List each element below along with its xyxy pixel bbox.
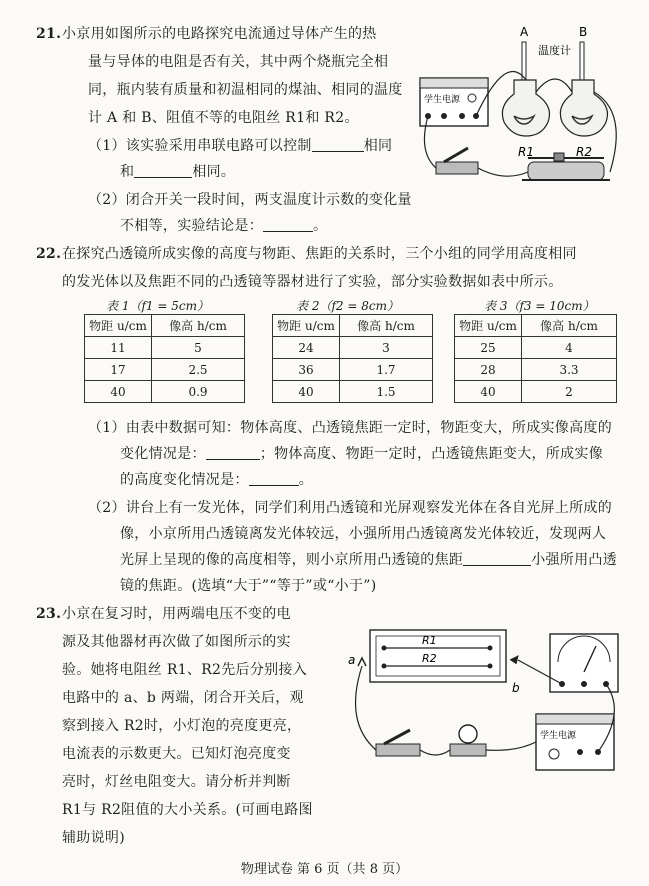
table-row: [455, 337, 617, 359]
table-cell: 1.7: [340, 359, 433, 381]
table-header-cell: 物距 u/cm: [273, 315, 340, 337]
q22-sub2-line-1: （2）讲台上有一发光体，同学们利用凸透镜和光屏观察发光体在各自光屏上所成的: [88, 500, 613, 516]
flask-2-icon: [560, 80, 607, 136]
table-header-cell: 物距 u/cm: [85, 315, 152, 337]
q22-blank-1[interactable]: [206, 445, 260, 460]
table-cell: 4: [522, 337, 617, 359]
q23-line-9: 辅助说明): [62, 830, 125, 846]
q23-power-supply-label: 学生电源: [540, 731, 577, 741]
q21-sub1-a: （1）该实验采用串联电路可以控制: [88, 138, 312, 154]
table-cell: 3.3: [522, 359, 617, 381]
q22-sub1-text-a: 变化情况是：: [120, 446, 206, 462]
terminal-a-label: a: [348, 653, 356, 667]
q23-line-7: 亮时，灯丝电阻变大。请分析并判断: [62, 774, 291, 790]
table-3-caption: 表 3（f3 = 10cm）: [484, 299, 595, 313]
q21-sub1-b: 相同: [363, 138, 393, 154]
q22-sub2-text-b: 小强所用凸透: [531, 552, 618, 568]
q21-sub1: [88, 136, 392, 156]
table-header-cell: 像高 h/cm: [152, 315, 245, 337]
power-supply-label: 学生电源: [424, 95, 461, 105]
bulb-icon: [459, 725, 477, 743]
q22-sub2-line-3: [120, 550, 617, 570]
table-cell: 40: [273, 381, 340, 403]
q21-sub1-c: 和: [120, 164, 135, 180]
table-cell: 3: [340, 337, 433, 359]
terminal-b-label: b: [512, 681, 520, 695]
q22-line-1: 在探究凸透镜所成实像的高度与物距、焦距的关系时，三个小组的同学用高度相同: [62, 246, 577, 262]
table-cell: 28: [455, 359, 522, 381]
q22-sub2-text-a: 光屏上呈现的像的高度相等，则小京所用凸透镜的焦距: [120, 552, 464, 568]
table-header-row: [455, 315, 617, 337]
q23-line-3: 验。她将电阻丝 R1、R2先后分别接入: [62, 662, 308, 678]
q22-sub2-line-2: 像，小京所用凸透镜离发光体较远，小强所用凸透镜离发光体较近，发现两人: [120, 526, 607, 542]
q23-line-6: 电流表的示数更大。已知灯泡亮度变: [62, 746, 291, 762]
q22-blank-2[interactable]: [249, 471, 299, 486]
q21-sub2-c: 。: [313, 218, 328, 234]
thermometer-label-a: A: [520, 25, 529, 39]
q22-sub1-text-d: 。: [298, 472, 314, 488]
table-2: [272, 314, 433, 403]
q22-sub1-text-c: 的高度变化情况是：: [120, 472, 249, 488]
figure-r2-label: R2: [576, 145, 592, 159]
q21-sub2-cont: [120, 216, 327, 236]
q23-line-1: 小京在复习时，用两端电压不变的电: [62, 606, 291, 622]
q21-line-1: 小京用如图所示的电路探究电流通过导体产生的热: [62, 26, 377, 42]
table-cell: 24: [273, 337, 340, 359]
table-row: [455, 381, 617, 403]
q21-circuit-figure: [414, 22, 634, 198]
page-footer: 物理试卷 第 6 页（共 8 页）: [240, 862, 409, 877]
table-1: [84, 314, 245, 403]
table-row: [273, 381, 433, 403]
q21-sub1-d: 相同。: [192, 164, 236, 180]
q22-line-2: 的发光体以及焦距不同的凸透镜等器材进行了实验，部分实验数据如表中所示。: [62, 274, 563, 290]
resistor-board-icon: [370, 630, 506, 682]
q21-line-4: 计 A 和 B、阻值不等的电阻丝 R1和 R2。: [88, 110, 359, 126]
q21-number: 21.: [36, 26, 62, 42]
q21-blank-1[interactable]: [312, 137, 364, 152]
table-header-cell: 像高 h/cm: [522, 315, 617, 337]
table-row: [273, 337, 433, 359]
table-cell: 2.5: [152, 359, 245, 381]
table-header-cell: 像高 h/cm: [340, 315, 433, 337]
table-3: [454, 314, 617, 403]
q23-line-4: 电路中的 a、b 两端，闭合开关后，观: [62, 690, 304, 706]
q22-sub1-line-1: （1）由表中数据可知：物体高度、凸透镜焦距一定时，物距变大，所成实像高度的: [88, 420, 613, 436]
q22-sub1-line-3: [120, 470, 313, 490]
q21-blank-3[interactable]: [263, 217, 313, 232]
table-cell: 11: [85, 337, 152, 359]
q22-sub1-line-2: [120, 444, 603, 464]
q23-r2-label: R2: [422, 652, 437, 665]
table-cell: 25: [455, 337, 522, 359]
q23-switch-icon: [376, 744, 420, 756]
table-header-cell: 物距 u/cm: [455, 315, 522, 337]
table-header-row: [273, 315, 433, 337]
bulb-base-icon: [450, 744, 486, 756]
table-cell: 40: [85, 381, 152, 403]
table-cell: 0.9: [152, 381, 245, 403]
q23-line-8: R1与 R2阻值的大小关系。(可画电路图: [62, 802, 313, 818]
q22-number: 22.: [36, 246, 62, 262]
q21-line-3: 同，瓶内装有质量和初温相同的煤油、相同的温度: [88, 82, 403, 98]
q21-line-2: 量与导体的电阻是否有关，其中两个烧瓶完全相: [88, 54, 389, 70]
table-cell: 2: [522, 381, 617, 403]
table-header-row: [85, 315, 245, 337]
clip-a-icon: [358, 658, 366, 666]
table-cell: 17: [85, 359, 152, 381]
q21-sub2-b: 不相等，实验结论是：: [120, 218, 263, 234]
table-cell: 36: [273, 359, 340, 381]
table-cell: 5: [152, 337, 245, 359]
q23-circuit-figure: [340, 622, 630, 792]
table-2-caption: 表 2（f2 = 8cm）: [296, 299, 399, 313]
figure-r1-label: R1: [518, 145, 534, 159]
q23-number: 23.: [36, 606, 62, 622]
q21-blank-2[interactable]: [134, 163, 192, 178]
q22-blank-3[interactable]: [463, 551, 531, 566]
table-row: [85, 337, 245, 359]
thermometer-label-b: B: [579, 25, 588, 39]
table-row: [455, 359, 617, 381]
table-row: [85, 359, 245, 381]
q23-line-2: 源及其他器材再次做了如图所示的实: [62, 634, 291, 650]
table-cell: 40: [455, 381, 522, 403]
switch-icon: [436, 162, 478, 174]
q23-line-5: 察到接入 R2时，小灯泡的亮度更亮，: [62, 718, 302, 734]
flask-1-icon: [502, 80, 549, 136]
table-row: [273, 359, 433, 381]
q21-sub2: （2）闭合开关一段时间，两支温度计示数的变化量: [88, 192, 412, 208]
q22-sub2-line-4: 镜的焦距。(选填“大于”“等于”或“小于”): [120, 578, 377, 594]
table-1-caption: 表 1（f1 = 5cm）: [106, 299, 209, 313]
q21-sub1-cont: [120, 162, 235, 182]
clip-b-icon: [510, 656, 518, 664]
table-row: [85, 381, 245, 403]
q22-sub1-text-b: ；物体高度、物距一定时，凸透镜焦距变大，所成实像: [259, 446, 604, 462]
thermometer-label: 温度计: [538, 44, 571, 57]
rheostat-icon: [528, 162, 604, 180]
q23-r1-label: R1: [422, 634, 437, 647]
table-cell: 1.5: [340, 381, 433, 403]
